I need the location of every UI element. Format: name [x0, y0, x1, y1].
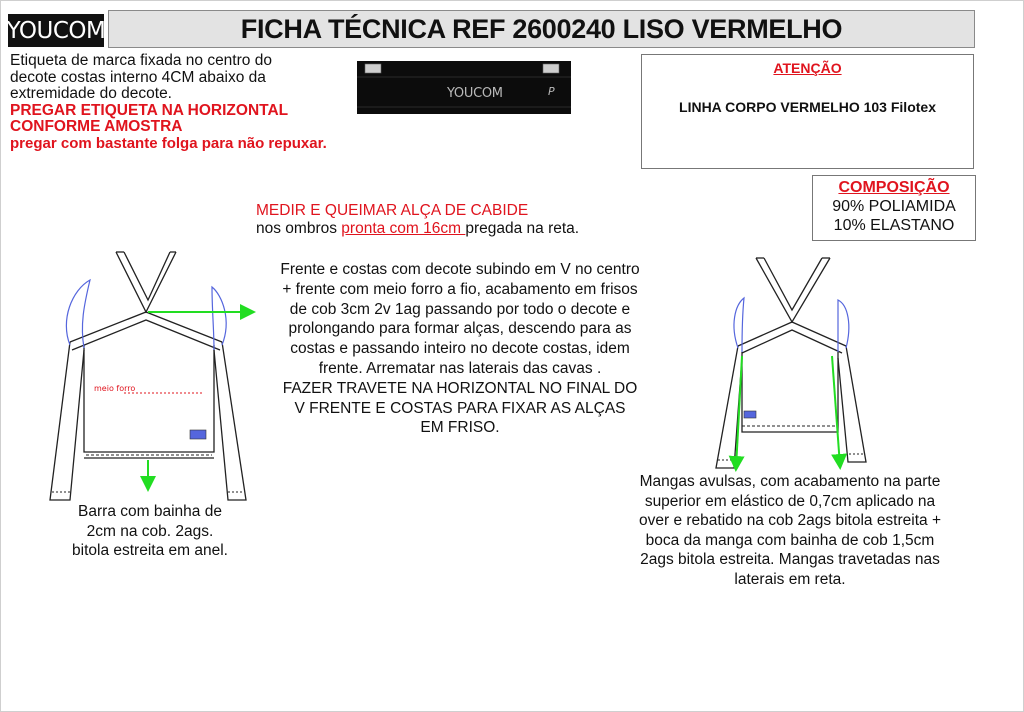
brand-logo: YOUCOM [8, 14, 104, 47]
label-note-line: Etiqueta de marca fixada no centro do [10, 52, 272, 69]
front-left-sleeve-elastic [66, 280, 90, 348]
label-photo-brand: YOUCOM [447, 86, 503, 101]
front-description-line: prolongando para formar alças, descendo para as [288, 320, 632, 338]
front-description-line: + frente com meio forro a fio, acabamento em frisos [282, 280, 638, 298]
hem-description-line: 2cm na cob. 2ags. [86, 522, 214, 540]
front-description-line: de cob 3cm 2v 1ag passando por todo o decote e [289, 300, 631, 318]
front-description-line: Frente e costas com decote subindo em V no centro [280, 261, 640, 278]
sleeve-description-line: over e rebatido na cob 2ags bitola estreita + [638, 512, 941, 529]
hem-description-line: bitola estreita em anel. [72, 542, 228, 559]
back-left-sleeve-arrow [736, 356, 742, 468]
sleeve-description-line: boca da manga com bainha de cob 1,5cm [645, 531, 935, 549]
front-description-line: frente. Arrematar nas laterais das cavas . [318, 359, 602, 377]
label-note-line: decote costas interno 4CM abaixo da [10, 68, 266, 86]
front-description-line: costas e passando inteiro no decote costas, idem [290, 340, 630, 358]
hanger-note-length: pronta com 16cm [341, 220, 466, 237]
composition-line: 10% ELASTANO [833, 217, 955, 234]
back-left-sleeve-elastic [734, 298, 744, 352]
hanger-note-text: pregada na reta. [465, 220, 580, 237]
front-description-line: FAZER TRAVETE NA HORIZONTAL NO FINAL DO [282, 379, 638, 397]
label-note-warning: pregar com bastante folga para não repuxar. [10, 134, 327, 152]
front-label-patch [190, 430, 206, 439]
composition-title: COMPOSIÇÃO [838, 179, 950, 196]
label-note-warning: CONFORME AMOSTRA [10, 118, 183, 135]
page-title: FICHA TÉCNICA REF 2600240 LISO VERMELHO [108, 10, 975, 48]
label-note-line: extremidade do decote. [10, 85, 172, 102]
attention-title: ATENÇÃO [773, 60, 842, 76]
back-label-patch [744, 411, 756, 418]
front-description-line: EM FRISO. [420, 419, 500, 437]
sleeve-description-line: laterais em reta. [734, 570, 846, 588]
sleeve-description-line: superior em elástico de 0,7cm aplicado na [644, 492, 936, 510]
sleeve-description-line: 2ags bitola estreita. Mangas travetadas nas [640, 551, 940, 568]
hanger-note-text: nos ombros [256, 220, 342, 237]
composition-line: 90% POLIAMIDA [832, 198, 956, 215]
sleeve-description-line: Mangas avulsas, com acabamento na parte [639, 473, 941, 490]
label-note-warning: PREGAR ETIQUETA NA HORIZONTAL [10, 101, 289, 119]
front-lining-label: meio forro [94, 384, 136, 393]
hem-description-line: Barra com bainha de [78, 503, 222, 520]
front-description-line: V FRENTE E COSTAS PARA FIXAR AS ALÇAS [294, 399, 626, 417]
attention-text: LINHA CORPO VERMELHO 103 Filotex [679, 99, 936, 115]
hanger-note-title: MEDIR E QUEIMAR ALÇA DE CABIDE [256, 202, 529, 219]
label-photo-size: P [548, 85, 555, 98]
